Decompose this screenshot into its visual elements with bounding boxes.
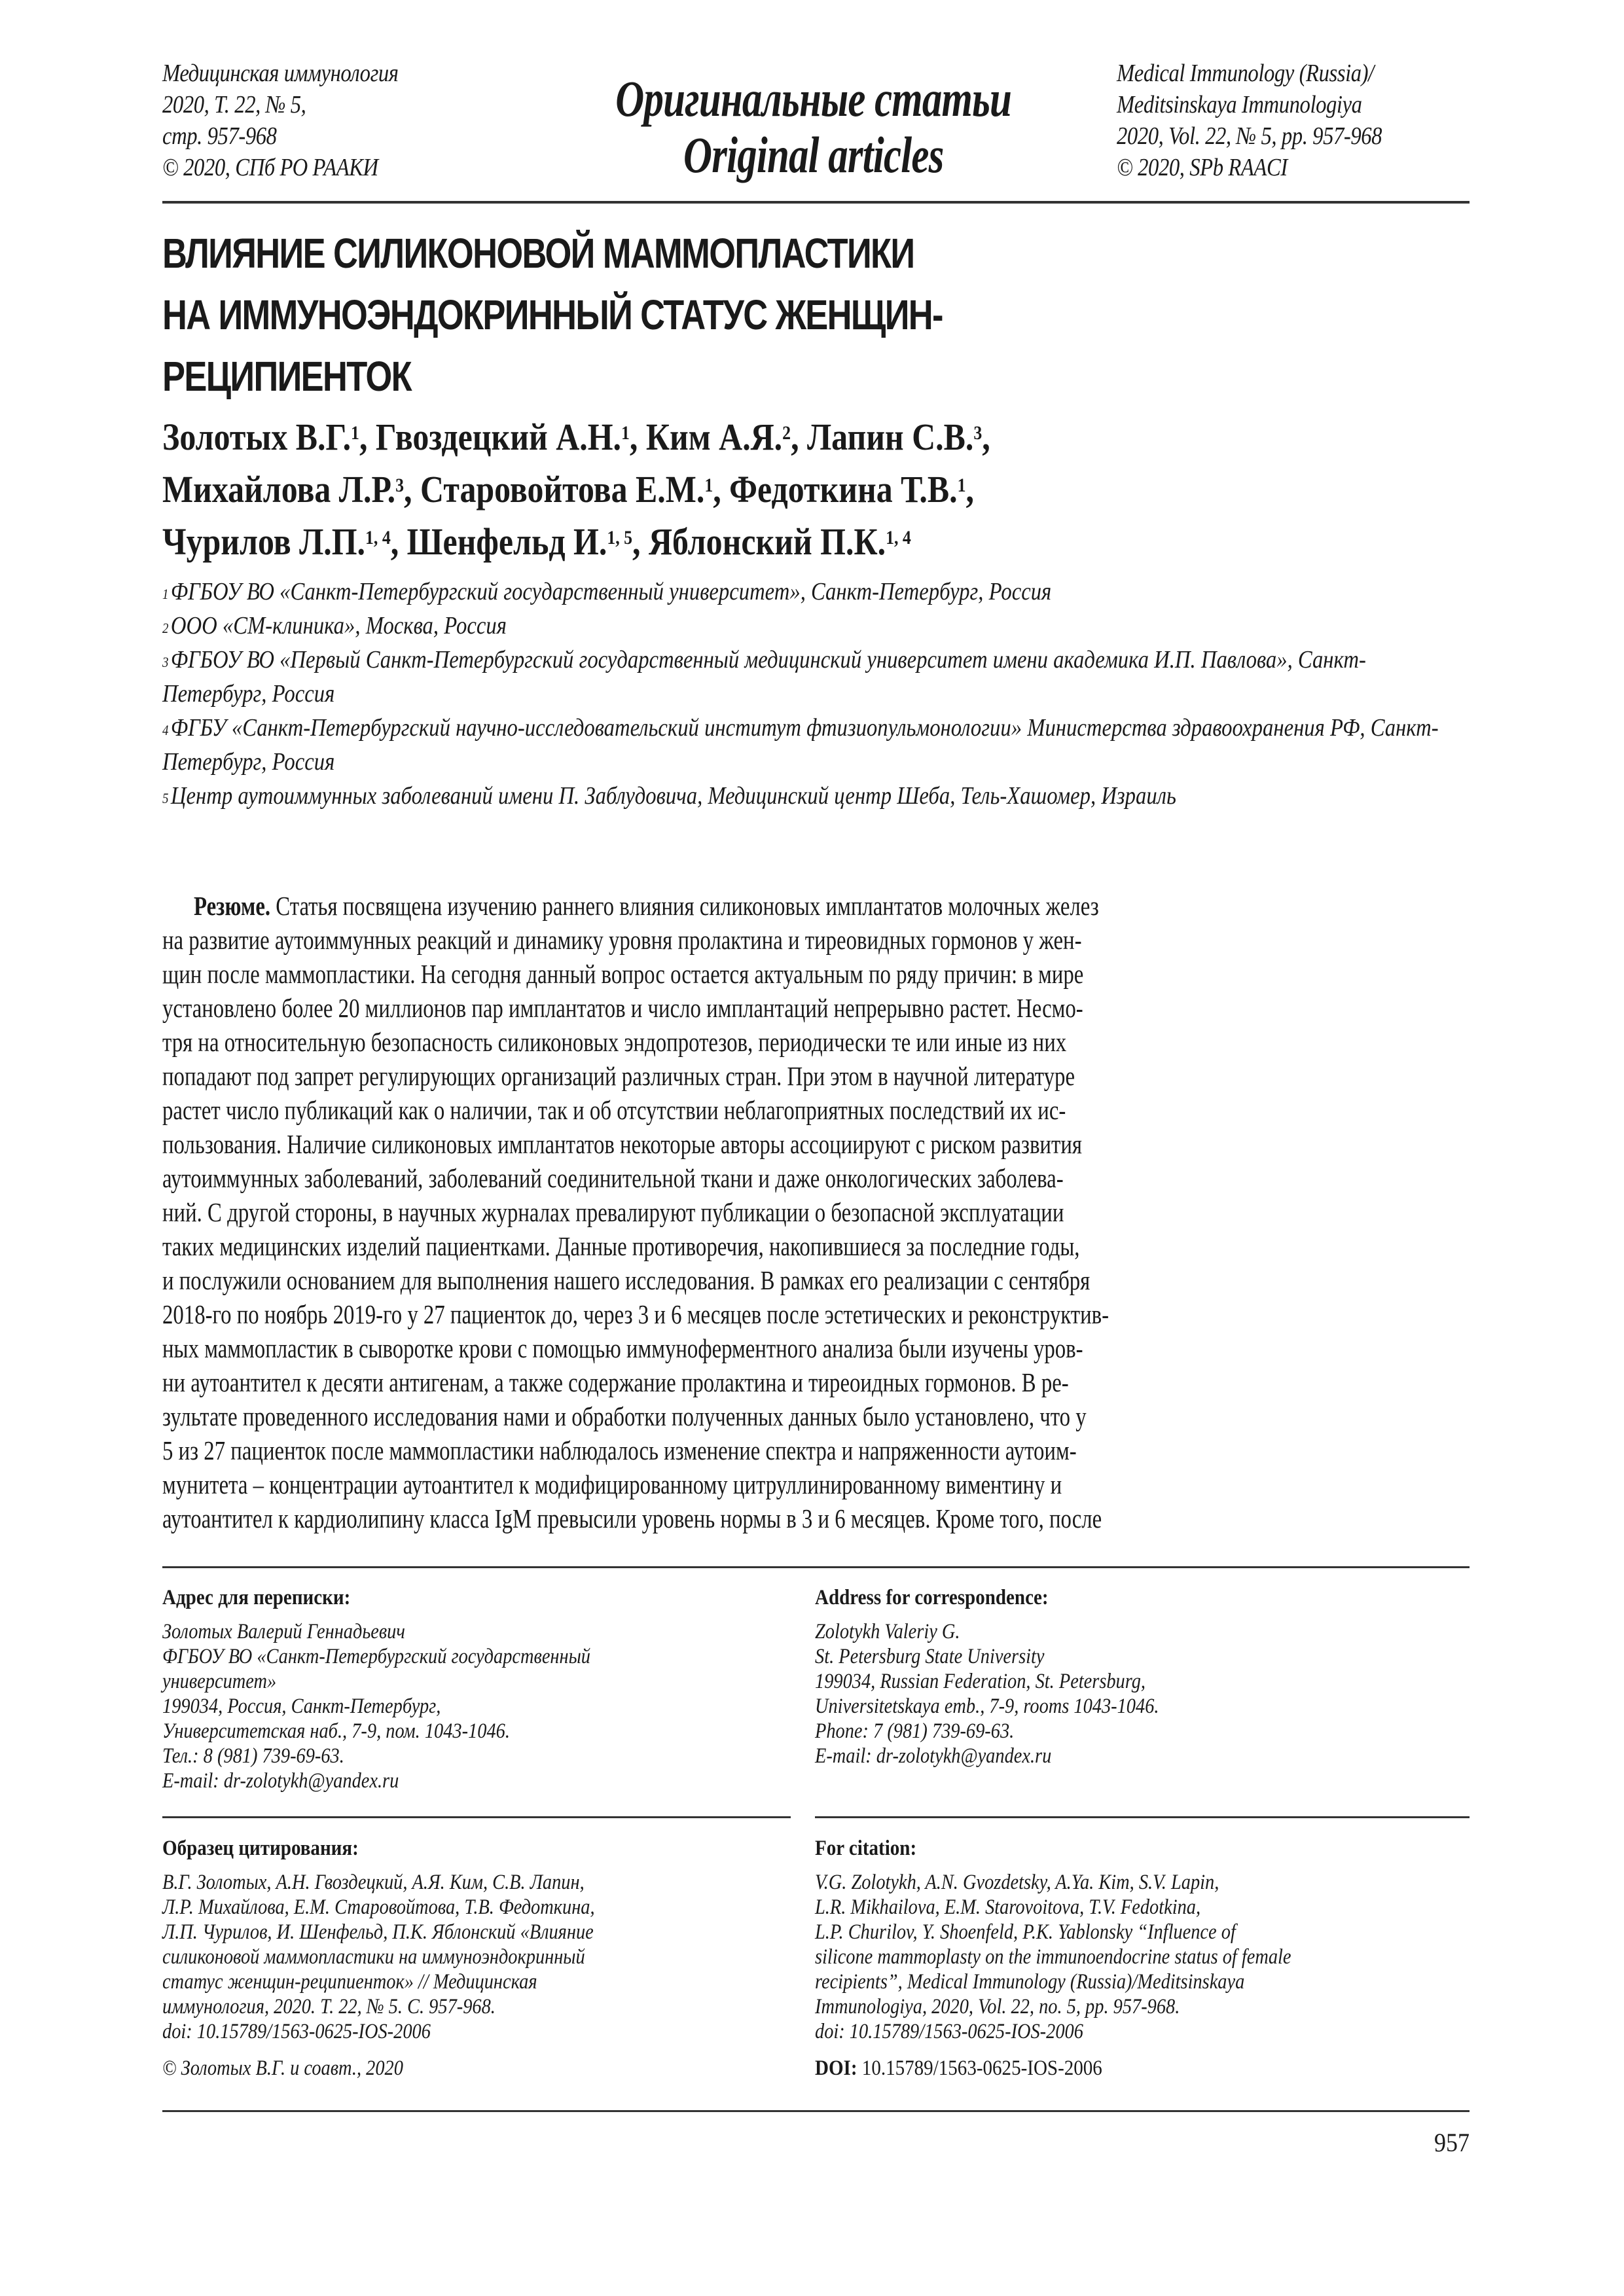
correspondence-en [815, 1585, 1470, 1768]
copyright-en: © 2020, SPb RAACI [1117, 154, 1288, 181]
abstract [162, 889, 1470, 1535]
citation-line: В.Г. Золотых, А.Н. Гвоздецкий, А.Я. Ким, С.В. Лапин, [162, 1871, 585, 1894]
abstract-line: ний. С другой стороны, в научных журналах превалируют публикации о безопасной эксплуатации [162, 1197, 1064, 1227]
abstract-line: щин после маммопластики. На сегодня данный вопрос остается актуальным по ряду причин: в мире [162, 959, 1084, 989]
abstract-line: попадают под запрет регулирующих организаций различных стран. При этом в научной литературе [162, 1061, 1075, 1091]
journal-name-translit: Meditsinskaya Immunologiya [1117, 91, 1362, 118]
author-name: Золотых В.Г. [162, 416, 352, 458]
abstract-line: и послужили основанием для выполнения нашего исследования. В рамках его реализации с сентября [162, 1265, 1091, 1295]
volume-issue-en: 2020, Vol. 22, № 5, pp. 957-968 [1117, 122, 1382, 150]
author-name: Лапин С.В. [807, 416, 974, 458]
affiliation-text: ФГБОУ ВО «Санкт-Петербургский государственный университет», Санкт-Петербург, Россия [170, 578, 1052, 605]
affiliation-text: ООО «СМ-клиника», Москва, Россия [170, 612, 507, 639]
author-name: Гвоздецкий А.Н. [375, 416, 621, 458]
author-line [162, 463, 1286, 516]
author-list [162, 411, 1470, 568]
correspondence-line: 199034, Russian Federation, St. Petersburg, [815, 1670, 1146, 1693]
title-line: ВЛИЯНИЕ СИЛИКОНОВОЙ МАММОПЛАСТИКИ [162, 230, 914, 277]
author-name: Ким А.Я. [645, 416, 783, 458]
abstract-text: Статья посвящена изучению раннего влияния силиконовых имплантатов молочных желез [270, 891, 1099, 921]
citation-doi-en: doi: 10.15789/1563-0625-IOS-2006 [815, 2020, 1083, 2043]
abstract-line: на развитие аутоиммунных реакций и динамику уровня пролактина и тиреовидных гормонов у жен- [162, 925, 1082, 955]
correspondence-label-ru: Адрес для переписки: [162, 1586, 351, 1609]
abstract-line: пользования. Наличие силиконовых имплантатов некоторые авторы ассоциируют с риском развития [162, 1129, 1082, 1159]
journal-info-en [1117, 58, 1382, 183]
citation-divider-ru [162, 1816, 791, 1818]
author-affiliation-ref: 1 [957, 475, 966, 496]
author-separator: , [713, 468, 730, 511]
abstract-line: 5 из 27 пациенток после маммопластики наблюдалось изменение спектра и напряженности аутоим- [162, 1435, 1077, 1465]
author-separator: , [965, 468, 974, 511]
affiliation-number: 5 [162, 790, 169, 806]
article-title [162, 223, 1470, 407]
abstract-line: таких медицинских изделий пациентками. Данные противоречия, накопившиеся за последние годы, [162, 1231, 1080, 1261]
spacer [815, 2044, 1470, 2056]
abstract-line: установлено более 20 миллионов пар имплантатов и число имплантаций непрерывно растет. Несмо- [162, 993, 1083, 1023]
section-heading-en: Original articles [683, 126, 944, 183]
author-affiliation-ref: 3 [973, 422, 983, 444]
correspondence-ru [162, 1585, 791, 1793]
affiliation [162, 779, 1468, 813]
correspondence-line: ФГБОУ ВО «Санкт-Петербургский государственный [162, 1645, 590, 1668]
author-line [162, 411, 1286, 463]
affiliation-number: 4 [162, 722, 169, 738]
author-affiliation-ref: 1, 4 [365, 527, 391, 548]
author-affiliation-ref: 1 [351, 422, 359, 444]
affiliation [162, 711, 1468, 779]
copyright-ru: © 2020, СПб РО РААКИ [162, 154, 378, 181]
correspondence-line: St. Petersburg State University [815, 1645, 1045, 1668]
doi-label: DOI: [815, 2056, 857, 2080]
affiliation-text: ФГБУ «Санкт-Петербургский научно-исследовательский институт фтизиопульмонологии» Министерства здравоохранения РФ, Санкт-Петербург, Россия [162, 714, 1439, 776]
abstract-line: мунитета – концентрации аутоантител к модифицированному цитруллинированному виментину и [162, 1469, 1062, 1499]
abstract-line: тря на относительную безопасность силиконовых эндопротезов, периодически те или иные из них [162, 1027, 1067, 1057]
author-name: Яблонский П.К. [648, 520, 886, 563]
copyright-notice: © Золотых В.Г. и соавт., 2020 [162, 2056, 403, 2080]
author-name: Старовойтова Е.М. [420, 468, 705, 511]
author-name: Шенфельд И. [406, 520, 607, 563]
citation-line: Л.Р. Михайлова, Е.М. Старовойтова, Т.В. Федоткина, [162, 1895, 595, 1919]
author-affiliation-ref: 1 [704, 475, 713, 496]
author-separator: , [404, 468, 421, 511]
affiliation-list [162, 575, 1470, 813]
author-separator: , [629, 416, 646, 458]
author-affiliation-ref: 1, 4 [886, 527, 911, 548]
citation-doi-ru: doi: 10.15789/1563-0625-IOS-2006 [162, 2020, 431, 2043]
section-heading [542, 71, 1085, 183]
citation-line: статус женщин-реципиенток» // Медицинская [162, 1970, 537, 1994]
abstract-line: аутоиммунных заболеваний, заболеваний соединительной ткани и даже онкологических заболева- [162, 1163, 1064, 1193]
author-separator: , [982, 416, 990, 458]
correspondence-label-en: Address for correspondence: [815, 1586, 1049, 1609]
abstract-line [162, 889, 1208, 923]
title-line: НА ИММУНОЭНДОКРИННЫЙ СТАТУС ЖЕНЩИН- [162, 291, 943, 338]
affiliation [162, 643, 1468, 711]
abstract-line: зультате проведенного исследования нами и обработки полученных данных было установлено, что у [162, 1401, 1087, 1431]
author-separator: , [632, 520, 649, 563]
affiliation-text: Центр аутоиммунных заболеваний имени П. Заблудовича, Медицинский центр Шеба, Тель-Хашомер, Израиль [170, 782, 1176, 810]
doi-line [815, 2056, 1391, 2081]
citation-divider-en [815, 1816, 1470, 1818]
journal-name-en: Medical Immunology (Russia)/ [1117, 60, 1374, 87]
affiliation [162, 575, 1468, 609]
correspondence-divider [162, 1566, 1470, 1568]
header-divider [162, 201, 1470, 204]
title-line: РЕЦИПИЕНТОК [162, 353, 411, 400]
abstract-line: ни аутоантител к десяти антигенам, а также содержание пролактина и тиреоидных гормонов. В ре- [162, 1367, 1069, 1397]
affiliation [162, 609, 1468, 643]
author-name: Михайлова Л.Р. [162, 468, 396, 511]
affiliation-text: ФГБОУ ВО «Первый Санкт-Петербургский государственный медицинский университет имени академика И.П. Павлова», Санкт-Петербург, Россия [162, 646, 1366, 708]
author-affiliation-ref: 1, 5 [607, 527, 633, 548]
journal-info-ru [162, 58, 399, 183]
author-affiliation-ref: 1 [621, 422, 630, 444]
correspondence-line: Universitetskaya emb., 7-9, rooms 1043-1046. [815, 1695, 1159, 1718]
pages-ru: стр. 957-968 [162, 122, 277, 150]
journal-name-ru: Медицинская иммунология [162, 60, 399, 87]
correspondence-email-en: E-mail: dr-zolotykh@yandex.ru [815, 1744, 1052, 1768]
abstract-line: ных маммопластик в сыворотке крови с помощью иммуноферментного анализа были изучены уров- [162, 1333, 1083, 1363]
citation-line: L.P. Churilov, Y. Shoenfeld, P.K. Yablonsky “Influence of [815, 1920, 1236, 1944]
affiliation-number: 1 [162, 586, 169, 602]
author-affiliation-ref: 3 [395, 475, 405, 496]
affiliation-number: 3 [162, 654, 169, 670]
abstract-line: растет число публикаций как о наличии, так и об отсутствии неблагоприятных последствий их ис- [162, 1095, 1066, 1125]
citation-line: L.R. Mikhailova, E.M. Starovoitova, T.V. Fedotkina, [815, 1895, 1201, 1919]
author-line [162, 516, 1286, 568]
abstract-line: аутоантител к кардиолипину класса IgM превысили уровень нормы в 3 и 6 месяцев. Кроме того, после [162, 1503, 1102, 1534]
author-separator: , [359, 416, 376, 458]
citation-line: Immunologiya, 2020, Vol. 22, no. 5, pp. 957-968. [815, 1995, 1180, 2018]
citation-line: силиконовой маммопластики на иммуноэндокринный [162, 1945, 585, 1969]
citation-line: Л.П. Чурилов, И. Шенфельд, П.К. Яблонский «Влияние [162, 1920, 594, 1944]
abstract-keyword: Резюме. [194, 891, 271, 921]
affiliation-number: 2 [162, 620, 169, 636]
citation-ru [162, 1836, 791, 2081]
citation-line: V.G. Zolotykh, A.N. Gvozdetsky, A.Ya. Kim, S.V. Lapin, [815, 1871, 1219, 1894]
section-heading-ru: Оригинальные статьи [615, 70, 1012, 127]
author-affiliation-ref: 2 [782, 422, 791, 444]
correspondence-line: Phone: 7 (981) 739-69-63. [815, 1719, 1015, 1743]
correspondence-line: Zolotykh Valeriy G. [815, 1620, 960, 1643]
author-name: Чурилов Л.П. [162, 520, 366, 563]
citation-line: иммунология, 2020. Т. 22, № 5. С. 957-968. [162, 1995, 496, 2018]
citation-line: recipients”, Medical Immunology (Russia)/Meditsinskaya [815, 1970, 1245, 1994]
correspondence-line: университет» [162, 1670, 277, 1693]
correspondence-line: Университетская наб., 7-9, пом. 1043-1046. [162, 1719, 510, 1743]
author-separator: , [390, 520, 407, 563]
spacer [162, 2044, 791, 2056]
citation-line: silicone mammoplasty on the immunoendocrine status of female [815, 1945, 1291, 1969]
correspondence-line: 199034, Россия, Санкт-Петербург, [162, 1695, 441, 1718]
correspondence-line: Золотых Валерий Геннадьевич [162, 1620, 405, 1643]
author-name: Федоткина Т.В. [729, 468, 958, 511]
page-number: 957 [1434, 2128, 1470, 2157]
volume-issue-ru: 2020, Т. 22, № 5, [162, 91, 306, 118]
running-header [162, 58, 1470, 202]
correspondence-line: Тел.: 8 (981) 739-69-63. [162, 1744, 344, 1768]
footer-divider [162, 2110, 1470, 2112]
citation-label-en: For citation: [815, 1837, 917, 1860]
correspondence-email-ru: E-mail: dr-zolotykh@yandex.ru [162, 1769, 399, 1793]
doi-value[interactable]: 10.15789/1563-0625-IOS-2006 [857, 2056, 1102, 2080]
citation-label-ru: Образец цитирования: [162, 1837, 359, 1860]
abstract-line: 2018-го по ноябрь 2019-го у 27 пациенток до, через 3 и 6 месяцев после эстетических и реконструктив- [162, 1299, 1110, 1329]
author-separator: , [791, 416, 808, 458]
citation-en [815, 1836, 1470, 2081]
